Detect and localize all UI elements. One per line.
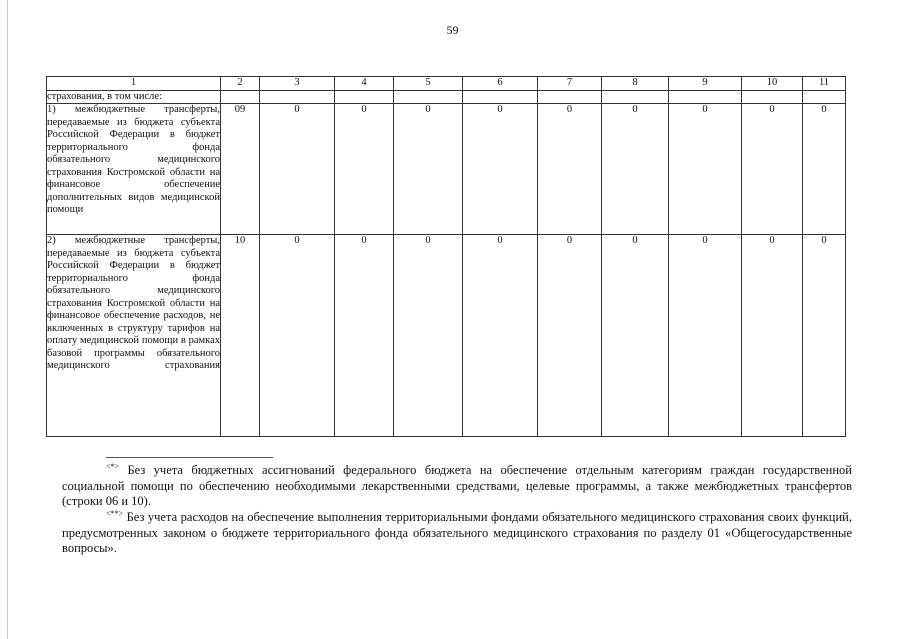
cell-value: 0	[669, 235, 742, 437]
column-header: 4	[335, 77, 394, 91]
cell-value: 0	[394, 104, 463, 235]
budget-table	[46, 76, 846, 437]
table-row	[47, 104, 846, 235]
table-header-row	[47, 77, 846, 91]
column-header: 11	[803, 77, 846, 91]
row-label: 1) межбюджетные трансферты, передаваемые из бюджета субъекта Российской Федерации в бюджет территориального фонда обязательного медицинского страхования Костромской области на финансовое обеспечение дополнительных видов медицинской помощи	[47, 104, 221, 235]
page-number: 59	[446, 23, 459, 37]
footnote-marker: <*>	[106, 462, 120, 471]
column-header: 3	[260, 77, 335, 91]
footnote-text: Без учета расходов на обеспечение выполнения территориальными фондами обязательного медицинского страхования своих функций, предусмотренных законом о бюджете территориального фонда обязательного медицинского страхования по разделу 01 «Общегосударственные вопросы».	[62, 510, 853, 556]
row-label: 2) межбюджетные трансферты, передаваемые из бюджета субъекта Российской Федерации в бюджет территориального фонда обязательного медицинского страхования Костромской области на финансовое обеспечение расходов, не включенных в структуру тарифов на оплату медицинской помощи в рамках базовой программы обязательного медицинского страхования	[47, 235, 221, 437]
cell-value: 0	[463, 235, 538, 437]
footnote-separator	[106, 457, 273, 458]
cell-value: 0	[803, 104, 846, 235]
footnote-marker: <**>	[106, 509, 124, 518]
footnote-text: Без учета бюджетных ассигнований федерального бюджета на обеспечение отдельным категориям граждан государственной социальной помощи по обеспечению необходимыми лекарственными средствами, целевые программы, а также межбюджетных трансфертов (строки 06 и 10).	[62, 463, 852, 509]
column-header: 8	[602, 77, 669, 91]
column-header: 6	[463, 77, 538, 91]
column-header: 1	[47, 77, 221, 91]
table-section-row	[47, 90, 846, 104]
cell-value: 0	[602, 104, 669, 235]
table-row	[47, 235, 846, 437]
column-header: 10	[742, 77, 803, 91]
column-header: 7	[538, 77, 602, 91]
section-label: страхования, в том числе:	[47, 90, 221, 104]
cell-value: 0	[335, 104, 394, 235]
cell-value: 0	[803, 235, 846, 437]
footnote	[62, 459, 852, 510]
cell-value: 0	[538, 104, 602, 235]
page-edge-rule	[7, 0, 8, 639]
cell-value: 0	[669, 104, 742, 235]
row-code: 09	[221, 104, 260, 235]
footnote	[62, 506, 852, 557]
cell-value: 0	[538, 235, 602, 437]
cell-value: 0	[260, 235, 335, 437]
cell-value: 0	[260, 104, 335, 235]
column-header: 5	[394, 77, 463, 91]
cell-value: 0	[394, 235, 463, 437]
cell-value: 0	[602, 235, 669, 437]
cell-value: 0	[742, 235, 803, 437]
column-header: 2	[221, 77, 260, 91]
cell-value: 0	[463, 104, 538, 235]
cell-value: 0	[335, 235, 394, 437]
column-header: 9	[669, 77, 742, 91]
row-code: 10	[221, 235, 260, 437]
cell-value: 0	[742, 104, 803, 235]
